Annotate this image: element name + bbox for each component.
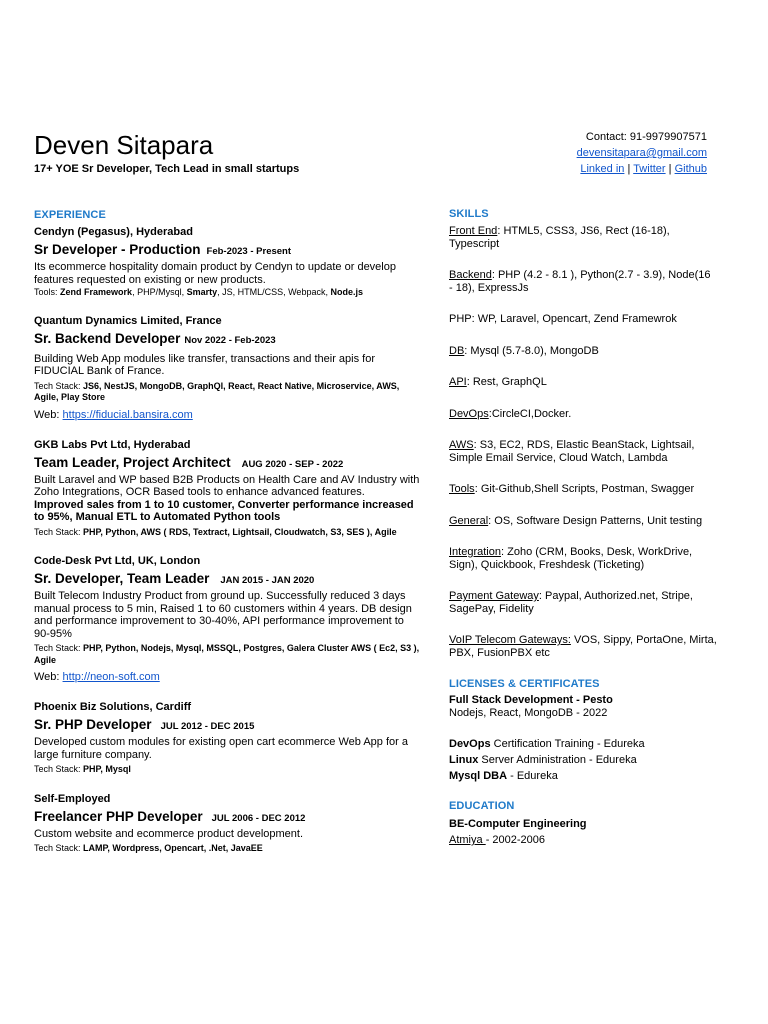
job-entry — [34, 314, 420, 422]
social-links — [577, 161, 707, 177]
education-school — [449, 832, 717, 848]
skill-separator: : — [500, 546, 508, 558]
job-title — [34, 715, 420, 736]
job-entry — [34, 792, 420, 855]
job-tech-stack — [34, 381, 420, 404]
tool-text: , PHP/Mysql, — [132, 287, 187, 297]
job-role: Sr. Developer, Team Leader — [34, 571, 210, 586]
skill-values: Mysql (5.7-8.0), MongoDB — [470, 344, 599, 357]
contact-block — [577, 129, 707, 177]
skill-values: Zoho (CRM, Books, Desk, WorkDrive, Sign), Quickbook, Freshdesk (Ticketing) — [449, 546, 693, 571]
stack-values: LAMP, Wordpress, Opencart, .Net, JavaEE — [83, 843, 263, 853]
skill-category: VoIP Telecom Gateways: — [449, 634, 571, 646]
education-heading: EDUCATION — [449, 800, 515, 812]
skill-row — [449, 225, 717, 250]
skills-list — [449, 225, 717, 659]
job-title — [34, 240, 420, 261]
skill-values: HTML5, CSS3, JS6, Rect (16-18), Typescript — [449, 225, 670, 250]
cert-pesto — [449, 694, 717, 720]
experience-heading: EXPERIENCE — [34, 209, 106, 221]
skills-heading: SKILLS — [449, 208, 489, 220]
skill-row — [449, 345, 717, 358]
skill-category: DB — [449, 344, 465, 357]
job-description: Developed custom modules for existing open cart ecommerce Web App for a large furniture company. — [34, 736, 408, 761]
job-dates: AUG 2020 - SEP - 2022 — [241, 458, 344, 470]
job-company: Self-Employed — [34, 792, 111, 805]
tagline: 17+ YOE Sr Developer, Tech Lead in small startups — [34, 163, 300, 175]
job-tech-stack — [34, 643, 420, 666]
skill-category: DevOps — [449, 407, 489, 420]
link-separator: | — [668, 163, 672, 175]
web-link[interactable]: http://neon-soft.com — [62, 671, 160, 683]
job-company: Quantum Dynamics Limited, France — [34, 314, 222, 327]
job-role: Freelancer PHP Developer — [34, 808, 203, 824]
web-label: Web: — [34, 408, 60, 421]
contact-phone: Contact: 91-9979907571 — [585, 131, 707, 143]
job-company: GKB Labs Pvt Ltd, Hyderabad — [34, 438, 191, 451]
link-separator: | — [627, 163, 631, 175]
github-link[interactable]: Github — [674, 163, 707, 175]
stack-values: JS6, NestJS, MongoDB, GraphQl, React, React Native, Microservice, AWS, Agile, Play Store — [34, 380, 400, 402]
stack-values — [60, 287, 363, 297]
cert-subtitle: Nodejs, React, MongoDB - 2022 — [449, 707, 608, 719]
tool-bold: Node.js — [330, 287, 363, 297]
job-dates: Nov 2022 - Feb-2023 — [184, 334, 276, 346]
skill-separator: : — [466, 376, 473, 388]
skill-separator: : — [538, 590, 545, 602]
job-role: Sr Developer - Production — [34, 242, 201, 257]
candidate-name: Deven Sitapara — [34, 130, 214, 160]
job-company: Phoenix Biz Solutions, Cardiff — [34, 701, 192, 713]
job-dates: Feb-2023 - Present — [206, 246, 292, 257]
skill-values: PHP: WP, Laravel, Opencart, Zend Framewrok — [449, 313, 677, 325]
skill-category: Front End — [449, 225, 498, 237]
job-role: Sr. PHP Developer — [34, 717, 152, 732]
skill-values: Rest, GraphQL — [472, 376, 547, 388]
cert-linux — [449, 752, 717, 768]
skill-row — [449, 408, 717, 421]
job-web — [34, 670, 420, 684]
job-description: Built Laravel and WP based B2B Products on Health Care and AV Industry with Zoho Integrations, OCR Based tools to enhance advanced features. — [34, 473, 420, 498]
skill-values: Paypal, Authorized.net, Stripe, SagePay, Fidelity — [449, 590, 693, 615]
job-highlight: Improved sales from 1 to 10 customer, Converter performance increased to 95%, Manual ETL to Automated Python tools — [34, 498, 414, 523]
job-web — [34, 408, 420, 422]
tool-bold: Smarty — [186, 287, 218, 297]
skill-category: Payment Gateway — [449, 590, 539, 602]
skill-category: Tools — [449, 483, 475, 495]
cert-detail: - Edureka — [507, 770, 558, 782]
job-title — [34, 807, 420, 828]
cert-detail: Certification Training - Edureka — [490, 738, 645, 750]
job-title — [34, 329, 420, 350]
cert-title: Full Stack Development - Pesto — [449, 694, 613, 706]
skill-separator: : — [474, 483, 481, 495]
job-role: Team Leader, Project Architect — [34, 454, 231, 470]
stack-values: PHP, Python, AWS ( RDS, Textract, Lightsail, Cloudwatch, S3, SES ), Agile — [83, 526, 397, 537]
cert-name: Linux — [449, 754, 479, 766]
licenses-heading: LICENSES & CERTIFICATES — [449, 678, 600, 690]
job-title — [34, 453, 420, 474]
skill-category: General — [449, 514, 489, 527]
job-description: Its ecommerce hospitality domain product by Cendyn to update or develop features requested on existing or new products. — [34, 261, 396, 286]
stack-label: Tech Stack: — [34, 643, 81, 653]
job-dates: JUL 2012 - DEC 2015 — [160, 721, 255, 732]
tool-bold: Zend Framework — [60, 287, 133, 297]
skill-values: PHP (4.2 - 8.1 ), Python(2.7 - 3.9), Node(16 - 18), ExpressJs — [449, 269, 711, 294]
job-tools — [34, 287, 420, 299]
skill-separator: : — [497, 225, 504, 237]
skill-values: OS, Software Design Patterns, Unit testing — [494, 514, 703, 527]
skill-category: API — [449, 376, 467, 388]
skill-separator: : — [464, 344, 471, 357]
job-dates: JAN 2015 - JAN 2020 — [220, 575, 315, 586]
job-entry — [34, 700, 420, 776]
linkedin-link[interactable]: Linked in — [580, 163, 625, 175]
job-entry — [34, 438, 420, 539]
skill-row — [449, 313, 717, 326]
stack-label: Tools: — [34, 287, 58, 297]
job-tech-stack — [34, 843, 420, 855]
job-dates: JUL 2006 - DEC 2012 — [211, 812, 306, 824]
skill-values: CircleCI,Docker. — [491, 407, 572, 420]
skill-category: Backend — [449, 269, 492, 281]
skill-row — [449, 590, 717, 615]
cert-name: DevOps — [449, 738, 491, 750]
job-tech-stack — [34, 527, 420, 539]
web-label: Web: — [34, 671, 60, 683]
job-entry — [34, 554, 420, 684]
job-title — [34, 569, 420, 590]
job-description: Building Web App modules like transfer, transactions and their apis for FIDUCIAL Bank of France. — [34, 352, 375, 377]
skill-row — [449, 546, 717, 571]
skill-separator: : — [491, 269, 498, 281]
cert-devops — [449, 736, 717, 752]
stack-values: PHP, Mysql — [83, 764, 131, 774]
school-name: Atmiya — [449, 834, 486, 846]
skill-values: S3, EC2, RDS, Elastic BeanStack, Lightsail, Simple Email Service, Cloud Watch, Lambda — [449, 439, 695, 464]
job-company: Code-Desk Pvt Ltd, UK, London — [34, 555, 201, 567]
stack-values: PHP, Python, Nodejs, Mysql, MSSQL, Postgres, Galera Cluster AWS ( Ec2, S3 ), Agile — [34, 643, 420, 665]
cert-detail: Server Administration - Edureka — [478, 754, 637, 766]
skill-row — [449, 439, 717, 464]
skill-row — [449, 269, 717, 294]
skill-values: VOS, Sippy, PortaOne, Mirta, PBX, FusionPBX etc — [449, 634, 717, 659]
job-tech-stack — [34, 764, 420, 776]
job-description: Built Telecom Industry Product from ground up. Successfully reduced 3 days manual process to 5 min, Raised 1 to 60 customers within 4 years. DB design and performance improvement to 30-40%, API performance improvement to 90-95% — [34, 590, 412, 640]
stack-label: Tech Stack: — [34, 843, 81, 853]
tool-text: , JS, HTML/CSS, Webpack, — [217, 287, 331, 297]
skill-row — [449, 515, 717, 528]
skill-values: Git-Github,Shell Scripts, Postman, Swagger — [480, 483, 695, 495]
stack-label: Tech Stack: — [34, 764, 81, 774]
skill-row — [449, 634, 717, 659]
skill-row — [449, 376, 717, 389]
email-link[interactable]: devensitapara@gmail.com — [576, 147, 707, 159]
job-role: Sr. Backend Developer — [34, 330, 181, 346]
sidebar-column — [449, 208, 717, 848]
twitter-link[interactable]: Twitter — [633, 163, 666, 175]
education-degree: BE-Computer Engineering — [449, 818, 587, 830]
job-company: Cendyn (Pegasus), Hyderabad — [34, 226, 193, 238]
skill-row — [449, 483, 717, 496]
skill-category: AWS — [449, 439, 474, 451]
cert-name: Mysql DBA — [449, 770, 508, 782]
job-description: Custom website and ecommerce product development. — [34, 827, 304, 840]
job-entry — [34, 225, 420, 299]
skill-separator: : — [488, 514, 495, 527]
skill-separator: : — [473, 439, 480, 451]
cert-mysql — [449, 768, 717, 784]
school-years: - 2002-2006 — [485, 834, 546, 846]
skill-separator: : — [488, 407, 492, 420]
stack-label: Tech Stack: — [34, 526, 81, 537]
stack-label: Tech Stack: — [34, 380, 81, 391]
skill-category: Integration — [449, 546, 501, 558]
web-link[interactable]: https://fiducial.bansira.com — [62, 408, 193, 421]
experience-section — [34, 209, 420, 871]
